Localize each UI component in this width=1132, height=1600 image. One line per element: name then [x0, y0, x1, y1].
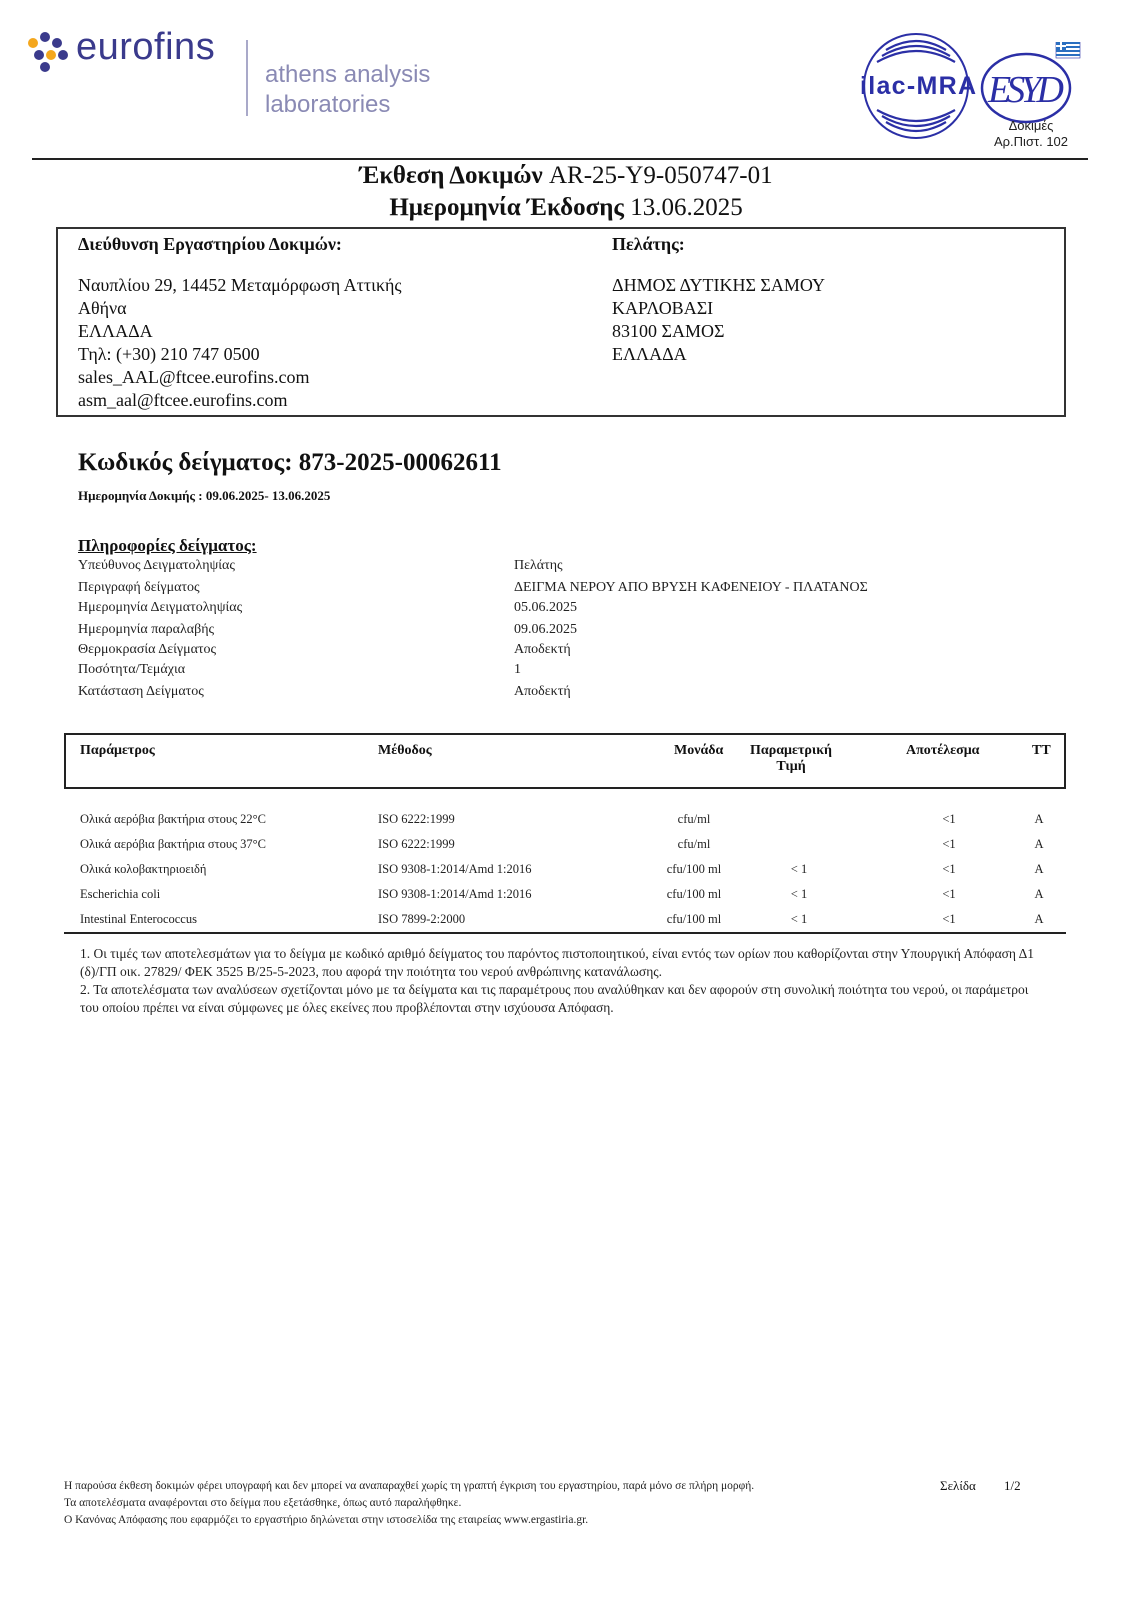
- column-header-param-value: [736, 743, 846, 775]
- column-header-result: Αποτέλεσμα: [906, 743, 980, 758]
- table-row: [64, 912, 1066, 934]
- report-title: [0, 162, 1132, 190]
- lab-address-line: Αθήνα: [78, 298, 127, 318]
- eurofins-logo: [28, 28, 258, 78]
- issue-date-title: [0, 194, 1132, 222]
- report-number: AR-25-Y9-050747-01: [548, 162, 773, 189]
- cell-tt: A: [1034, 887, 1044, 901]
- table-row: [64, 862, 1066, 884]
- lab-address-line: ΕΛΛΑΔΑ: [78, 321, 153, 341]
- logo-wordmark: eurofins: [76, 26, 216, 68]
- sample-code: Κωδικός δείγματος: 873-2025-00062611: [78, 449, 502, 476]
- logo-dot-icon: [28, 38, 38, 48]
- column-header-parameter: Παράμετρος: [80, 743, 155, 758]
- sample-info-label: Θερμοκρασία Δείγματος: [78, 642, 217, 657]
- footer-line: Τα αποτελέσματα αναφέρονται στο δείγμα που εξετάσθηκε, όπως αυτό παραλήφθηκε.: [64, 1497, 462, 1509]
- logo-dot-icon: [40, 32, 50, 42]
- report-label: Έκθεση Δοκιμών: [359, 162, 543, 189]
- cell-method: ISO 9308-1:2014/Amd 1:2016: [378, 862, 532, 876]
- cell-method: ISO 6222:1999: [378, 837, 455, 851]
- cell-unit: cfu/ml: [677, 812, 711, 826]
- lab-phone: Τηλ: (+30) 210 747 0500: [78, 344, 260, 364]
- sample-info-value: ΔΕΙΓΜΑ ΝΕΡΟΥ ΑΠΟ ΒΡΥΣΗ ΚΑΦΕΝΕΙΟΥ - ΠΛΑΤΑΝΟΣ: [514, 580, 868, 595]
- greek-flag-icon: [1056, 42, 1080, 58]
- table-row: [64, 887, 1066, 909]
- cell-result: <1: [942, 912, 956, 926]
- sample-info-value: Πελάτης: [514, 558, 563, 573]
- sample-info-value: 05.06.2025: [514, 600, 577, 615]
- client-address-line: ΚΑΡΛΟΒΑΣΙ: [612, 298, 714, 318]
- cell-parameter: Escherichia coli: [80, 887, 161, 901]
- ilac-text: ilac-MRA: [860, 72, 976, 100]
- esyd-text: ESYD: [988, 69, 1064, 111]
- cell-result: <1: [942, 887, 956, 901]
- issue-date: 13.06.2025: [630, 194, 743, 221]
- column-header-param-value-line1: Παραμετρική: [750, 743, 832, 758]
- cell-parameter: Intestinal Enterococcus: [80, 912, 197, 926]
- lab-address-line: Ναυπλίου 29, 14452 Μεταμόρφωση Αττικής: [78, 275, 402, 295]
- accreditation-line1: Δοκιμές: [1008, 118, 1054, 133]
- sample-info-label: Υπεύθυνος Δειγματοληψίας: [78, 558, 235, 573]
- footer-line: Η παρούσα έκθεση δοκιμών φέρει υπογραφή και δεν μπορεί να αναπαραχθεί χωρίς τη γραπτή έγκριση του εργαστηρίου, παρά μόνο σε πλήρη μορφή.: [64, 1480, 755, 1492]
- test-date: Ημερομηνία Δοκιμής : 09.06.2025- 13.06.2025: [78, 488, 331, 503]
- lab-name: [265, 60, 430, 120]
- cell-param-value: < 1: [790, 887, 808, 901]
- logo-dot-icon: [34, 50, 44, 60]
- logo-divider: [246, 40, 248, 116]
- footer: [64, 1478, 964, 1529]
- logo-dot-icon: [58, 50, 68, 60]
- cell-method: ISO 6222:1999: [378, 812, 455, 826]
- sample-info-label: Κατάσταση Δείγματος: [78, 684, 204, 699]
- table-bottom-rule: [64, 932, 1066, 934]
- lab-email: asm_aal@ftcee.eurofins.com: [78, 390, 288, 410]
- note-item: 1. Οι τιμές των αποτελεσμάτων για το δείγμα με κωδικό αριθμό δείγματος του παρόντος πιστοποιητικού, είναι εντός των ορίων που καθορίζονται στην Υπουργική Απόφαση Δ1 (δ)/ΓΠ οικ. 27829/ ΦΕΚ 3525 Β/25-5-2023, που αφορά την ποιότητα του νερού ανθρώπινης κατανάλωσης.: [80, 946, 1035, 979]
- cell-method: ISO 7899-2:2000: [378, 912, 466, 926]
- sample-info-value: Αποδεκτή: [514, 642, 571, 657]
- accreditation-line2: Αρ.Πιστ. 102: [993, 134, 1069, 149]
- cell-parameter: Ολικά αερόβια βακτήρια στους 22°C: [80, 812, 266, 826]
- lab-name-line2: laboratories: [265, 91, 391, 118]
- logo-dot-icon: [40, 62, 50, 72]
- cell-param-value: < 1: [790, 912, 808, 926]
- cell-result: <1: [942, 812, 956, 826]
- client-address: [612, 274, 825, 366]
- cell-result: <1: [942, 837, 956, 851]
- cell-unit: cfu/100 ml: [666, 862, 722, 876]
- note-item: 2. Τα αποτελέσματα των αναλύσεων σχετίζονται μόνο με τα δείγματα και τις παραμέτρους που αναλύθηκαν και δεν αφορούν στη συνολική ποιότητα του νερού, οι παράμετροι του οποίου πρέπει να είναι σύμφωνες με όλες εκείνες που προβλέπονται στην ισχύουσα Απόφαση.: [80, 982, 1029, 1015]
- address-box: [56, 227, 1066, 417]
- sample-info-label: Περιγραφή δείγματος: [78, 580, 200, 595]
- client-address-line: ΔΗΜΟΣ ΔΥΤΙΚΗΣ ΣΑΜΟΥ: [612, 275, 826, 295]
- cell-unit: cfu/ml: [677, 837, 711, 851]
- page-label: Σελίδα: [940, 1478, 976, 1493]
- client-address-line: 83100 ΣΑΜΟΣ: [612, 321, 725, 341]
- cell-tt: A: [1034, 837, 1044, 851]
- results-table-header: [64, 733, 1066, 789]
- issue-label: Ημερομηνία Έκδοσης: [389, 194, 624, 221]
- client-address-line: ΕΛΛΑΔΑ: [612, 344, 687, 364]
- sample-info-value: 1: [514, 662, 521, 677]
- cell-unit: cfu/100 ml: [666, 912, 722, 926]
- cell-tt: A: [1034, 912, 1044, 926]
- page-number: 1/2: [1004, 1478, 1021, 1493]
- cell-tt: A: [1034, 862, 1044, 876]
- table-row: [64, 837, 1066, 859]
- accreditation-note: [970, 118, 1092, 150]
- column-header-tt: ΤΤ: [1032, 743, 1051, 758]
- notes: [80, 945, 1040, 1017]
- header-rule: [32, 158, 1088, 160]
- table-row: [64, 812, 1066, 834]
- lab-address: [78, 274, 402, 412]
- cell-parameter: Ολικά αερόβια βακτήρια στους 37°C: [80, 837, 266, 851]
- sample-info-label: Ημερομηνία Δειγματοληψίας: [78, 600, 243, 615]
- cell-method: ISO 9308-1:2014/Amd 1:2016: [378, 887, 532, 901]
- sample-info-value: 09.06.2025: [514, 622, 577, 637]
- cell-tt: A: [1034, 812, 1044, 826]
- cell-param-value: < 1: [790, 862, 808, 876]
- column-header-param-value-line2: Τιμή: [776, 759, 806, 774]
- column-header-method: Μέθοδος: [378, 743, 432, 758]
- logo-dot-icon: [52, 38, 62, 48]
- ilac-mra-logo: [860, 32, 976, 144]
- sample-info-heading: Πληροφορίες δείγματος:: [78, 536, 257, 555]
- sample-info-label: Ποσότητα/Τεμάχια: [78, 662, 186, 677]
- cell-result: <1: [942, 862, 956, 876]
- lab-email: sales_AAL@ftcee.eurofins.com: [78, 367, 310, 387]
- cell-parameter: Ολικά κολοβακτηριοειδή: [80, 862, 207, 876]
- sample-info-value: Αποδεκτή: [514, 684, 571, 699]
- cell-unit: cfu/100 ml: [666, 887, 722, 901]
- logo-dot-icon: [46, 50, 56, 60]
- footer-line: Ο Κανόνας Απόφασης που εφαρμόζει το εργαστήριο δηλώνεται στην ιστοσελίδα της εταιρείας www.ergastiria.gr.: [64, 1514, 589, 1526]
- column-header-unit: Μονάδα: [674, 743, 724, 758]
- client-heading: Πελάτης:: [612, 234, 685, 254]
- lab-name-line1: athens analysis: [265, 61, 431, 88]
- lab-address-heading: Διεύθυνση Εργαστηρίου Δοκιμών:: [78, 234, 342, 254]
- sample-info-label: Ημερομηνία παραλαβής: [78, 622, 215, 637]
